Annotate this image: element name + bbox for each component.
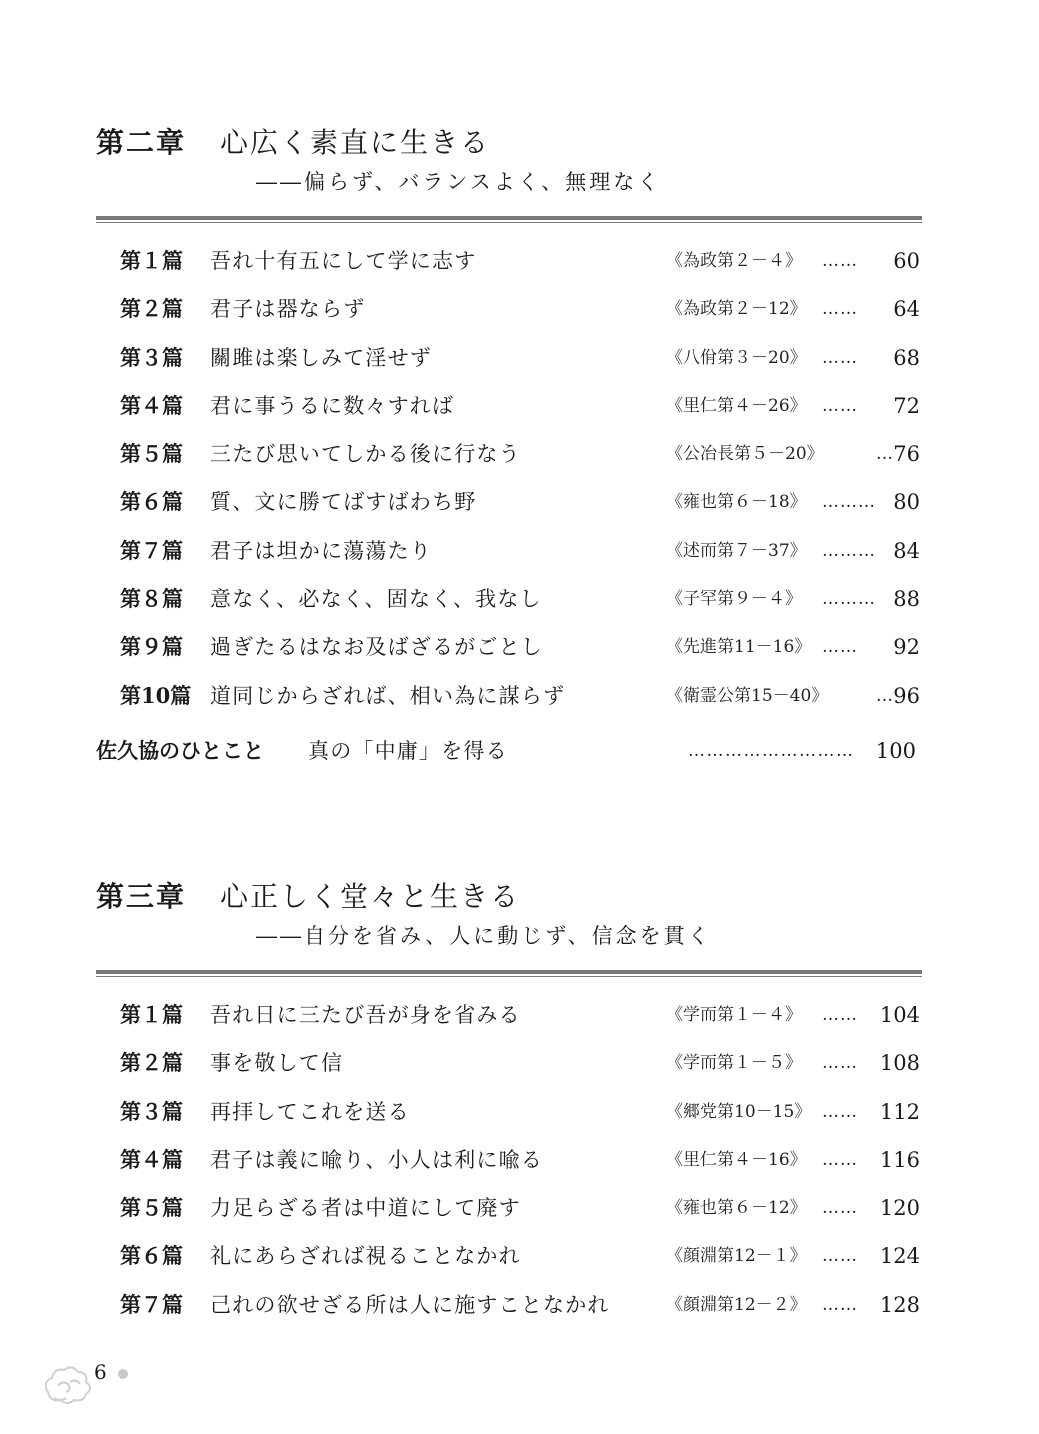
entry-title: 君子は器ならず (210, 297, 366, 322)
entry-title: 意なく、必なく、固なく、我なし (210, 587, 542, 612)
hitokoto-label: 佐久協のひとこと (96, 738, 264, 763)
entry-leader: … (876, 685, 894, 706)
entry-page: 128 (879, 1292, 920, 1317)
entry-page: 68 (893, 345, 920, 370)
toc-entry[interactable] (96, 1184, 922, 1232)
entry-leader: …… (822, 1005, 858, 1025)
toc-entry[interactable] (96, 672, 922, 720)
entry-source: 《雍也第６－12》 (666, 1198, 807, 1219)
entry-label: 第８篇 (120, 586, 183, 612)
entry-source: 《里仁第４－16》 (666, 1149, 807, 1170)
entry-title: 吾れ十有五にして学に志す (210, 249, 477, 273)
entry-page: 124 (879, 1244, 920, 1269)
entry-source: 《郷党第10－15》 (666, 1101, 812, 1122)
entry-title: 君子は義に喩り、小人は利に喩る (210, 1147, 543, 1172)
entry-source: 《為政第２－12》 (666, 299, 807, 320)
toc-entry[interactable] (96, 1232, 922, 1280)
chapter-title: 心正しく堂々と生きる (220, 880, 521, 913)
entry-source: 《八佾第３－20》 (666, 347, 807, 368)
entry-page: 108 (879, 1051, 920, 1076)
entry-label: 第６篇 (120, 489, 183, 515)
entry-leader: …… (822, 1149, 858, 1170)
entry-leader: …… (822, 395, 858, 416)
entry-label: 第２篇 (120, 296, 183, 322)
entry-source: 《学而第１－４》 (666, 1005, 802, 1025)
chapter-label: 第三章 (96, 880, 187, 913)
entry-page: 76 (893, 442, 920, 467)
entry-page: 72 (893, 393, 920, 418)
entry-title: 過ぎたるはなお及ばざるがごとし (210, 635, 543, 660)
entry-leader: …… (822, 299, 858, 320)
chapter-divider (96, 216, 922, 223)
entry-title: 事を敬して信 (210, 1051, 344, 1076)
entry-leader: …… (822, 1101, 858, 1122)
entry-page: 64 (893, 297, 920, 322)
entry-title: 己れの欲せざる所は人に施すことなかれ (210, 1292, 610, 1317)
entry-page: 104 (879, 1003, 920, 1027)
entry-source: 《顔淵第12－１》 (666, 1246, 807, 1267)
chapter-2 (96, 118, 922, 720)
toc-entry[interactable] (96, 237, 922, 285)
toc-entry[interactable] (96, 1136, 922, 1184)
toc-entry[interactable] (96, 478, 922, 526)
entry-page: 88 (893, 587, 920, 612)
entry-title: 關雎は楽しみて淫せず (210, 345, 432, 370)
hitokoto-page: 100 (875, 739, 916, 763)
toc-entry[interactable] (96, 382, 922, 430)
page-number: 6 (94, 1360, 107, 1384)
entry-title: 三たび思いてしかる後に行なう (210, 442, 521, 467)
entry-source: 《述而第７－37》 (666, 540, 807, 561)
chapter-subtitle: ――偏らず、バランスよく、無理なく (256, 170, 662, 194)
entry-label: 第２篇 (120, 1050, 183, 1076)
entry-page: 92 (893, 635, 920, 660)
entry-leader: …… (822, 251, 858, 271)
hitokoto-entry[interactable] (96, 733, 918, 769)
entry-title: 礼にあらざれば視ることなかれ (210, 1244, 521, 1269)
toc-entry[interactable] (96, 991, 922, 1039)
chapter-heading (96, 118, 922, 164)
entry-label: 第10篇 (120, 682, 192, 708)
entry-leader: … (876, 444, 894, 465)
chapter-subtitle: ――自分を省み、人に動じず、信念を貫く (256, 924, 712, 948)
entry-title: 吾れ日に三たび吾が身を省みる (210, 1003, 521, 1027)
entry-source: 《子罕第９－４》 (666, 589, 802, 610)
entry-leader: …… (822, 347, 858, 368)
entry-title: 君子は坦かに蕩蕩たり (210, 538, 432, 563)
entry-page: 84 (893, 538, 920, 563)
entry-label: 第１篇 (120, 1002, 183, 1027)
toc-entry[interactable] (96, 1088, 922, 1136)
entry-label: 第７篇 (120, 537, 183, 563)
entry-source: 《顔淵第12－２》 (666, 1294, 807, 1315)
chapter-heading (96, 872, 922, 918)
hitokoto-title: 真の「中庸」を得る (308, 739, 508, 763)
entry-source: 《雍也第６－18》 (666, 492, 807, 513)
entry-page: 112 (879, 1099, 920, 1124)
entry-page: 80 (893, 490, 920, 515)
entry-title: 質、文に勝てばすばわち野 (210, 490, 477, 515)
entry-title: 力足らざる者は中道にして廃す (210, 1196, 521, 1221)
chapter-label: 第二章 (96, 126, 187, 159)
entry-leader: …… (822, 637, 858, 658)
entry-title: 君に事うるに数々すれば (210, 393, 455, 418)
entry-leader: …… (822, 1246, 858, 1267)
entry-source: 《衛霊公第15－40》 (666, 685, 829, 706)
entry-label: 第１篇 (120, 248, 183, 273)
entry-label: 第３篇 (120, 1098, 183, 1124)
entry-title: 道同じからざれば、相い為に謀らず (210, 683, 566, 708)
toc-entry[interactable] (96, 1281, 922, 1329)
entry-page: 96 (893, 683, 920, 708)
page-number-dot (118, 1369, 128, 1379)
entry-leader: ……… (822, 589, 876, 610)
toc-entry[interactable] (96, 527, 922, 575)
toc-entry[interactable] (96, 334, 922, 382)
entry-label: 第９篇 (120, 634, 183, 660)
entry-list (96, 991, 922, 1329)
toc-entry[interactable] (96, 623, 922, 671)
entry-leader: …… (822, 1294, 858, 1315)
entry-leader: …… (822, 1053, 858, 1074)
cloud-ornament-icon (40, 1352, 96, 1412)
entry-label: 第４篇 (120, 1146, 183, 1172)
entry-label: 第４篇 (120, 392, 183, 418)
toc-entry[interactable] (96, 285, 922, 333)
entry-source: 《為政第２－４》 (666, 251, 802, 271)
entry-page: 60 (893, 249, 920, 273)
chapter-title: 心広く素直に生きる (220, 126, 491, 159)
hitokoto-leader: ……………………… (688, 741, 855, 761)
entry-label: 第５篇 (120, 1195, 183, 1221)
entry-page: 116 (879, 1147, 920, 1172)
entry-label: 第５篇 (120, 441, 183, 467)
entry-leader: ……… (822, 492, 876, 513)
entry-source: 《学而第１－５》 (666, 1053, 802, 1074)
entry-source: 《先進第11－16》 (666, 637, 812, 658)
toc-entry[interactable] (96, 1039, 922, 1087)
entry-label: 第３篇 (120, 344, 183, 370)
entry-leader: …… (822, 1198, 858, 1219)
entry-source: 《公冶長第５－20》 (666, 444, 824, 465)
toc-entry[interactable] (96, 575, 922, 623)
entry-label: 第７篇 (120, 1291, 183, 1317)
entry-page: 120 (879, 1196, 920, 1221)
page-footer (40, 1352, 160, 1412)
entry-list (96, 237, 922, 720)
entry-leader: ……… (822, 540, 876, 561)
entry-title: 再拝してこれを送る (210, 1099, 410, 1124)
toc-entry[interactable] (96, 430, 922, 478)
chapter-divider (96, 970, 922, 977)
entry-source: 《里仁第４－26》 (666, 395, 807, 416)
chapter-3 (96, 872, 922, 1329)
entry-label: 第６篇 (120, 1243, 183, 1269)
